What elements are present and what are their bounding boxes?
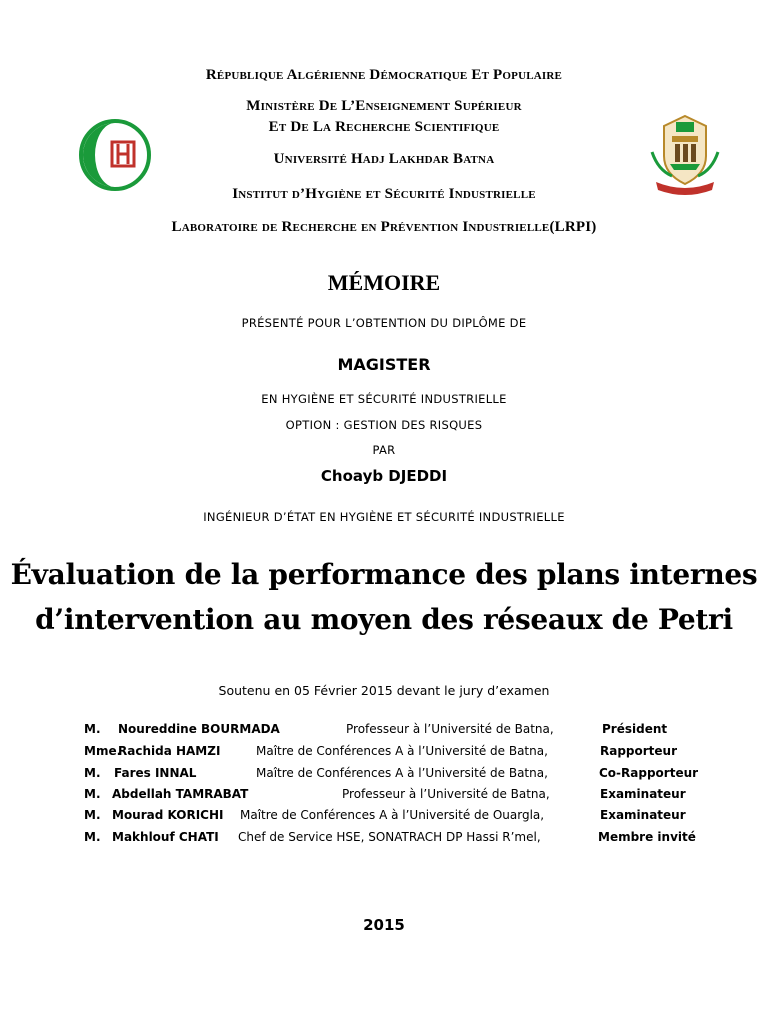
- degree-option: OPTION : GESTION DES RISQUES: [285, 418, 483, 432]
- document-type-title: MÉMOIRE: [327, 270, 441, 295]
- jury-name: Mourad KORICHI: [112, 808, 224, 822]
- thesis-title-line-1: Évaluation de la performance des plans internes: [10, 558, 758, 591]
- header-republic: République Algérienne Démocratique Et Populaire: [205, 67, 563, 83]
- jury-row: [0, 766, 768, 786]
- jury-role: Président: [602, 722, 668, 736]
- jury-name: Noureddine BOURMADA: [118, 722, 280, 736]
- jury-row: [0, 722, 768, 742]
- jury-role: Rapporteur: [600, 744, 678, 758]
- author-qualification: INGÉNIEUR D’ÉTAT EN HYGIÈNE ET SÉCURITÉ INDUSTRIELLE: [203, 510, 565, 524]
- jury-row: [0, 787, 768, 807]
- jury-title: M.: [84, 830, 101, 844]
- degree-field: EN HYGIÈNE ET SÉCURITÉ INDUSTRIELLE: [261, 392, 507, 406]
- jury-position: Maître de Conférences A à l’Université de Batna,: [256, 744, 548, 758]
- jury-title: M.: [84, 808, 101, 822]
- jury-title: Mme.: [84, 744, 122, 758]
- jury-name: Makhlouf CHATI: [112, 830, 219, 844]
- jury-role: Co-Rapporteur: [599, 766, 699, 780]
- jury-title: M.: [84, 787, 101, 801]
- jury-position: Maître de Conférences A à l’Université de Ouargla,: [240, 808, 545, 822]
- jury-row: [0, 808, 768, 828]
- jury-role: Examinateur: [600, 808, 686, 822]
- degree-name: MAGISTER: [337, 355, 431, 374]
- header-ministry-research: Et De La Recherche Scientifique: [268, 119, 500, 135]
- year: 2015: [363, 916, 405, 934]
- thesis-title-line-2: d’intervention au moyen des réseaux de Petri: [35, 603, 733, 636]
- jury-role: Examinateur: [600, 787, 686, 801]
- jury-position: Professeur à l’Université de Batna,: [342, 787, 550, 801]
- author-name: Choayb DJEDDI: [320, 467, 448, 485]
- header-institute: Institut d’Hygiène et Sécurité Industrielle: [232, 186, 536, 202]
- jury-role: Membre invité: [598, 830, 696, 844]
- jury-row: [0, 830, 768, 850]
- header-ministry: Ministère De L’Enseignement Supérieur: [246, 98, 522, 114]
- jury-position: Maître de Conférences A à l’Université de Batna,: [256, 766, 548, 780]
- by-label: PAR: [372, 443, 396, 457]
- jury-title: M.: [84, 722, 101, 736]
- jury-row: [0, 744, 768, 764]
- jury-name: Rachida HAMZI: [118, 744, 221, 758]
- presented-for: PRÉSENTÉ POUR L’OBTENTION DU DIPLÔME DE: [241, 316, 527, 330]
- jury-title: M.: [84, 766, 101, 780]
- jury-name: Abdellah TAMRABAT: [112, 787, 249, 801]
- jury-position: Professeur à l’Université de Batna,: [346, 722, 554, 736]
- jury-position: Chef de Service HSE, SONATRACH DP Hassi R’mel,: [238, 830, 541, 844]
- header-laboratory: Laboratoire de Recherche en Prévention Industrielle(LRPI): [171, 219, 597, 235]
- jury-name: Fares INNAL: [114, 766, 197, 780]
- defense-date-statement: Soutenu en 05 Février 2015 devant le jury d’examen: [218, 683, 550, 698]
- header-university: Université Hadj Lakhdar Batna: [273, 151, 495, 167]
